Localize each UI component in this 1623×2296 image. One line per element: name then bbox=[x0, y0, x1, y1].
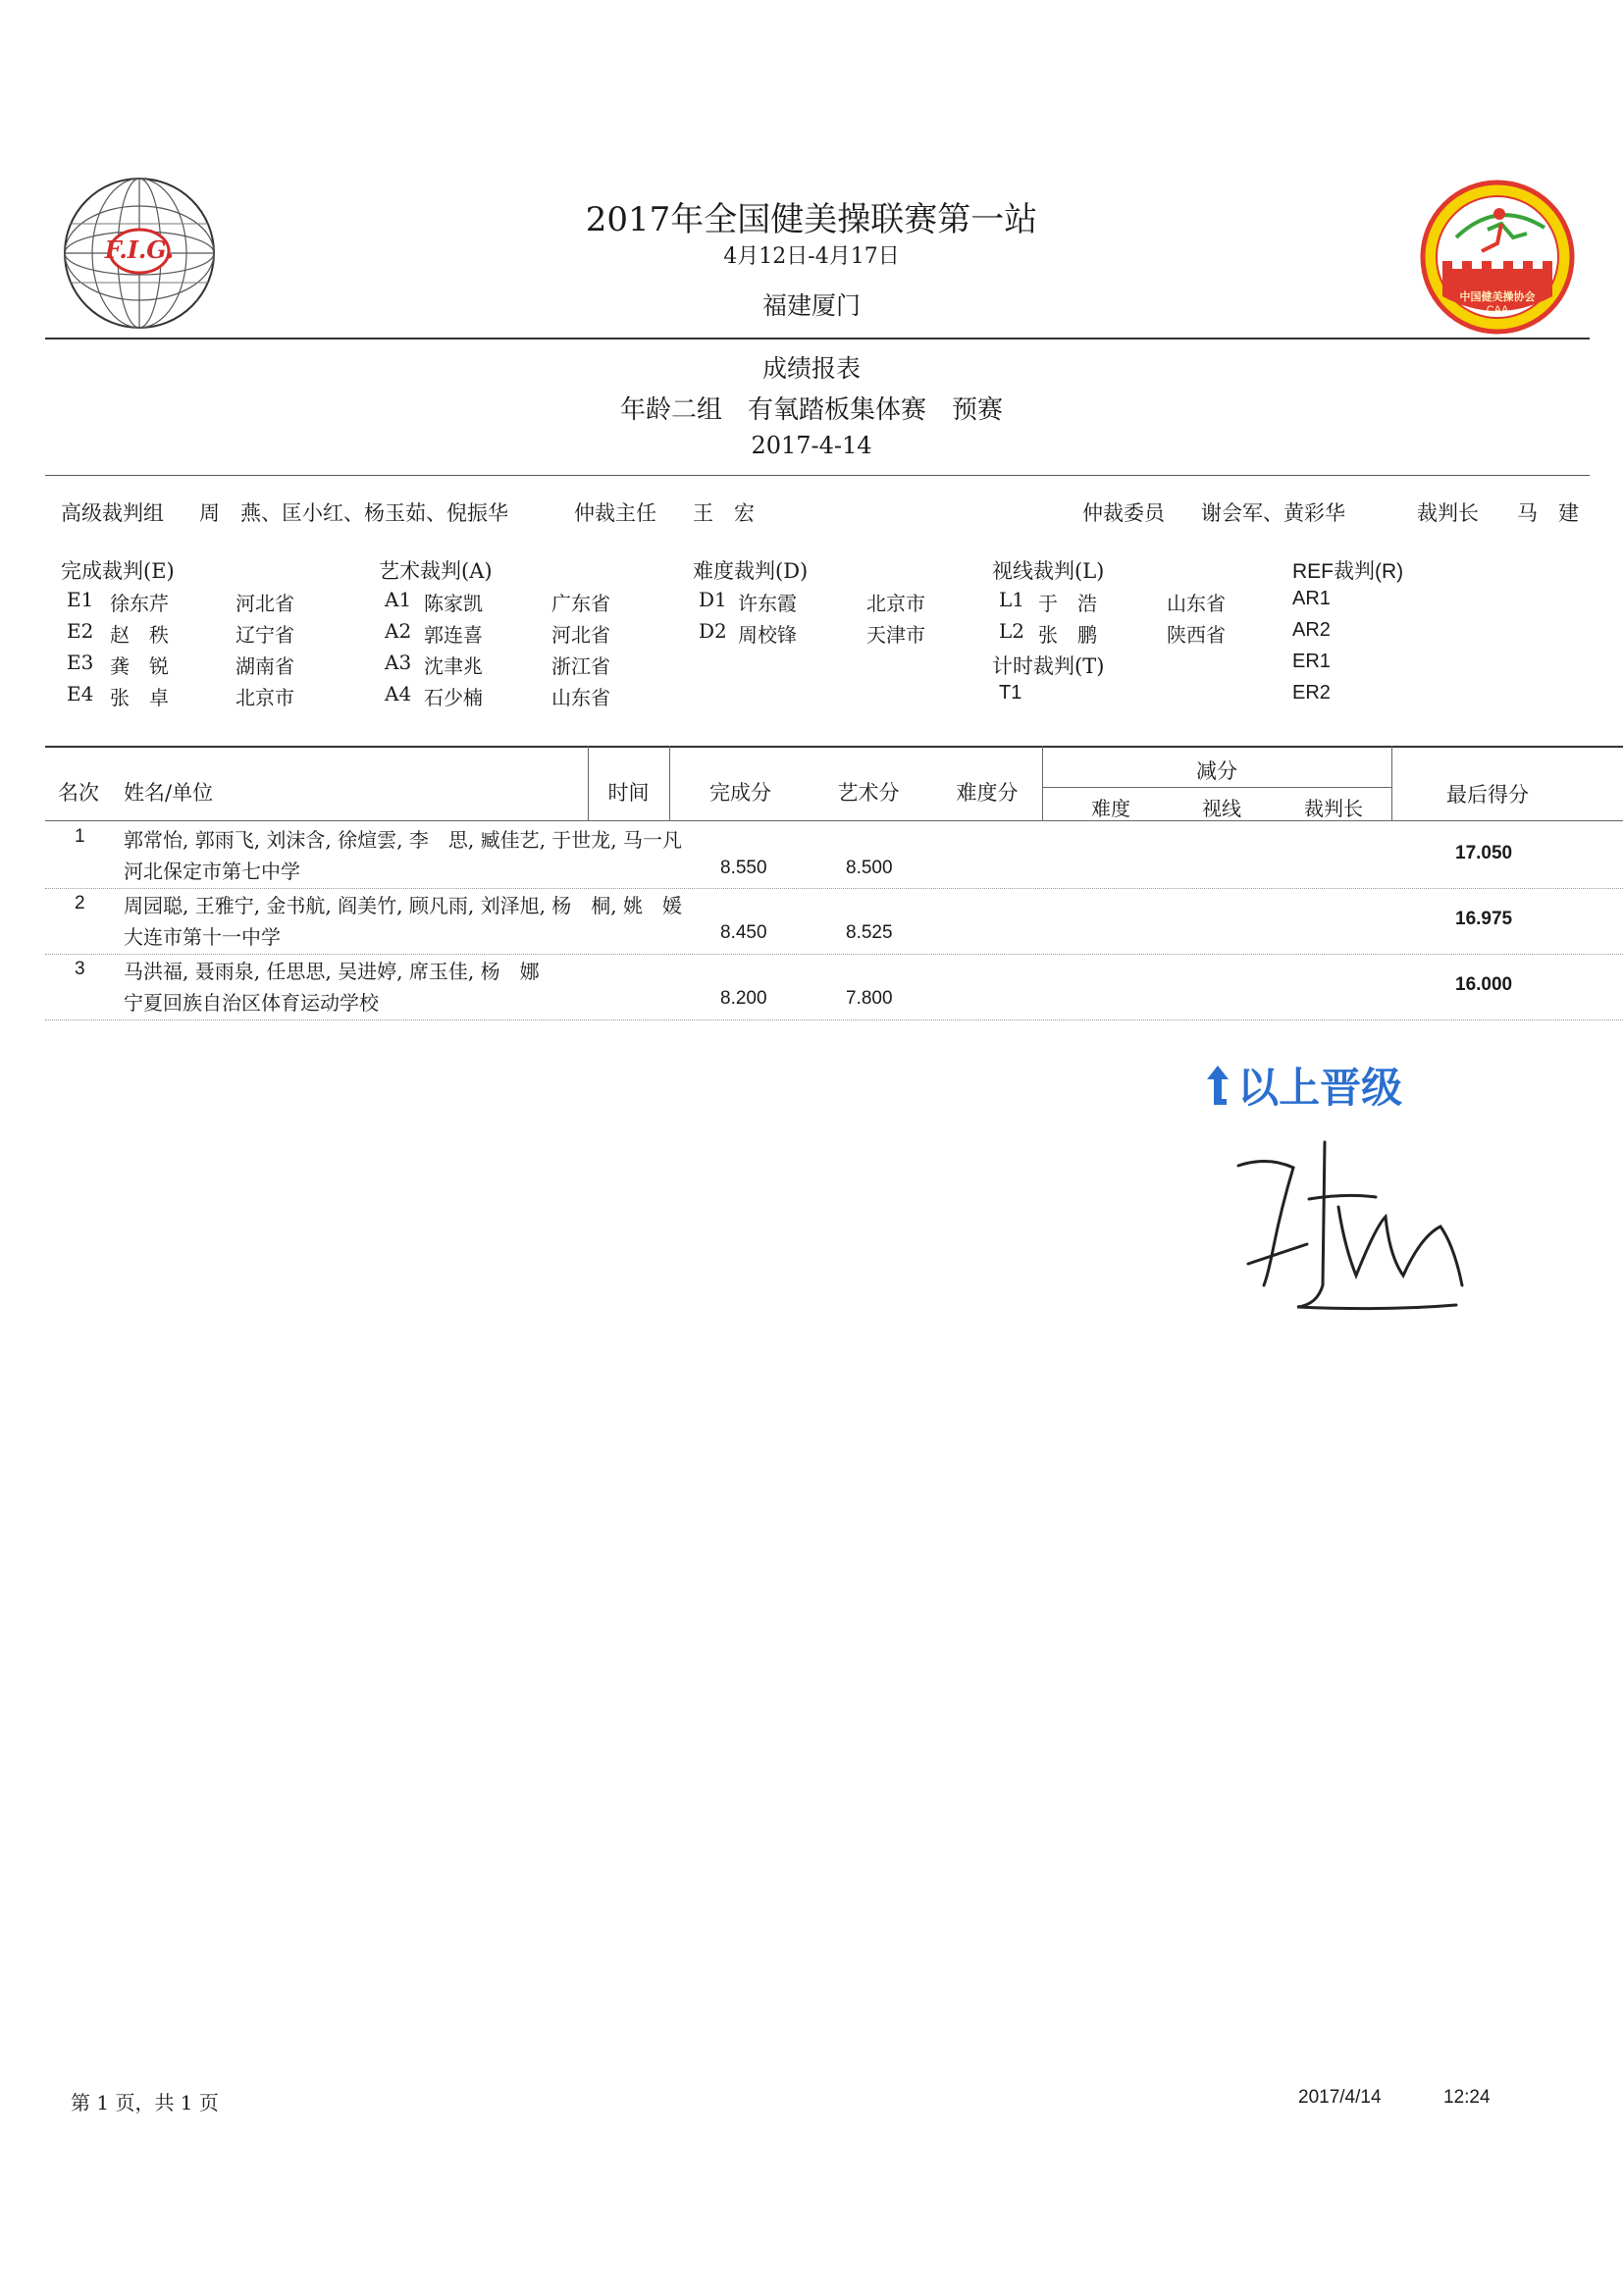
judge-region: 陕西省 bbox=[1167, 623, 1226, 647]
panel-timing-title: 计时裁判(T) bbox=[992, 654, 1105, 678]
judge-code: T1 bbox=[999, 682, 1022, 704]
judge-name: 赵 秩 bbox=[110, 623, 169, 647]
col-header-ded-line: 视线 bbox=[1202, 797, 1241, 820]
judge-region: 北京市 bbox=[866, 592, 925, 615]
judge-region: 广东省 bbox=[551, 592, 610, 615]
col-header-final: 最后得分 bbox=[1446, 783, 1529, 807]
table-top-border bbox=[45, 746, 1623, 748]
arbitration-chief-name: 王 宏 bbox=[693, 501, 755, 525]
row-names: 马洪福, 聂雨泉, 任思思, 吴进婷, 席玉佳, 杨 娜 bbox=[124, 960, 540, 983]
senior-panel-names: 周 燕、匡小红、杨玉茹、倪振华 bbox=[199, 501, 508, 525]
judge-code: D1 bbox=[699, 588, 727, 611]
arbitration-members-label: 仲裁委员 bbox=[1082, 501, 1165, 525]
panel-execution-title: 完成裁判(E) bbox=[61, 559, 175, 583]
print-date: 2017/4/14 bbox=[1298, 2087, 1382, 2108]
judge-name: 张 鹏 bbox=[1038, 623, 1097, 647]
panel-line-title: 视线裁判(L) bbox=[992, 559, 1105, 583]
judge-region: 辽宁省 bbox=[236, 623, 294, 647]
event-dates: 4月12日-4月17日 bbox=[723, 244, 900, 269]
col-header-time: 时间 bbox=[607, 781, 650, 805]
report-title: 成绩报表 bbox=[761, 354, 861, 383]
table-subheader-border bbox=[1042, 787, 1391, 788]
row-final: 16.975 bbox=[1455, 909, 1513, 929]
judge-code: L2 bbox=[999, 619, 1025, 643]
print-time: 12:24 bbox=[1443, 2087, 1491, 2108]
judge-region: 北京市 bbox=[236, 686, 294, 709]
judge-code: A4 bbox=[385, 682, 412, 705]
event-name: 年龄二组 有氧踏板集体赛 预赛 bbox=[619, 395, 1003, 425]
row-execution: 8.450 bbox=[720, 922, 767, 943]
advance-note-text: 以上晋级 bbox=[1237, 1064, 1403, 1112]
judge-region: 山东省 bbox=[551, 686, 610, 709]
judge-name: 于 浩 bbox=[1038, 592, 1097, 615]
senior-panel-label: 高级裁判组 bbox=[61, 501, 164, 525]
panel-artistic-title: 艺术裁判(A) bbox=[379, 559, 493, 583]
judge-name: 徐东芹 bbox=[110, 592, 169, 615]
judge-name: 石少楠 bbox=[424, 686, 483, 709]
judge-code: A1 bbox=[385, 588, 412, 611]
row-unit: 宁夏回族自治区体育运动学校 bbox=[124, 991, 379, 1015]
col-header-execution: 完成分 bbox=[709, 781, 771, 805]
judge-region: 浙江省 bbox=[551, 654, 610, 678]
up-arrow-icon bbox=[1203, 1062, 1232, 1109]
header-divider bbox=[45, 338, 1590, 339]
col-header-rank: 名次 bbox=[58, 781, 99, 805]
judge-code: AR1 bbox=[1292, 588, 1331, 609]
row-names: 郭常怡, 郭雨飞, 刘沫含, 徐煊雲, 李 思, 臧佳艺, 于世龙, 马一凡 bbox=[124, 828, 683, 852]
event-venue: 福建厦门 bbox=[761, 291, 861, 320]
panel-ref-title: REF裁判(R) bbox=[1292, 560, 1404, 583]
row-rank: 3 bbox=[75, 959, 85, 979]
head-judge-label: 裁判长 bbox=[1417, 501, 1479, 525]
row-rank: 1 bbox=[75, 826, 85, 847]
row-rank: 2 bbox=[75, 893, 85, 913]
row-separator bbox=[45, 1019, 1623, 1020]
fig-logo-text: F.I.G. bbox=[104, 235, 175, 264]
row-execution: 8.200 bbox=[720, 988, 767, 1009]
col-header-ded-head-judge: 裁判长 bbox=[1304, 797, 1363, 820]
judge-code: A2 bbox=[385, 619, 412, 643]
judge-name: 陈家凯 bbox=[424, 592, 483, 615]
judge-code: ER2 bbox=[1292, 682, 1331, 704]
row-unit: 河北保定市第七中学 bbox=[124, 860, 300, 883]
judge-code: E3 bbox=[67, 651, 94, 674]
judge-region: 河北省 bbox=[551, 623, 610, 647]
row-artistic: 8.500 bbox=[846, 858, 893, 878]
judge-code: E1 bbox=[67, 588, 94, 611]
judge-code: ER1 bbox=[1292, 651, 1331, 672]
head-judge-name: 马 建 bbox=[1517, 501, 1579, 525]
judge-code: AR2 bbox=[1292, 619, 1331, 641]
judge-code: E4 bbox=[67, 682, 94, 705]
panel-difficulty-title: 难度裁判(D) bbox=[693, 559, 809, 583]
arbitration-members-names: 谢会军、黄彩华 bbox=[1201, 501, 1345, 525]
row-separator bbox=[45, 954, 1623, 955]
judge-code: E2 bbox=[67, 619, 94, 643]
row-separator bbox=[45, 888, 1623, 889]
judge-code: D2 bbox=[699, 619, 727, 643]
judge-name: 郭连喜 bbox=[424, 623, 483, 647]
judge-region: 湖南省 bbox=[236, 654, 294, 678]
row-final: 16.000 bbox=[1455, 974, 1513, 995]
judge-code: A3 bbox=[385, 651, 412, 674]
judge-name: 许东霞 bbox=[738, 592, 797, 615]
col-header-difficulty: 难度分 bbox=[956, 781, 1019, 805]
judge-name: 沈聿兆 bbox=[424, 654, 483, 678]
col-header-ded-difficulty: 难度 bbox=[1091, 797, 1130, 820]
row-final: 17.050 bbox=[1455, 843, 1513, 863]
arbitration-chief-label: 仲裁主任 bbox=[574, 501, 656, 525]
row-artistic: 8.525 bbox=[846, 922, 893, 943]
row-artistic: 7.800 bbox=[846, 988, 893, 1009]
caa-logo-abbr: CAA bbox=[1486, 304, 1509, 316]
judge-region: 河北省 bbox=[236, 592, 294, 615]
section-divider bbox=[45, 475, 1590, 476]
row-execution: 8.550 bbox=[720, 858, 767, 878]
row-names: 周园聪, 王雅宁, 金书航, 阎美竹, 顾凡雨, 刘泽旭, 杨 桐, 姚 媛 bbox=[124, 894, 683, 917]
advance-note bbox=[1203, 1056, 1402, 1115]
col-header-name-unit: 姓名/单位 bbox=[124, 781, 214, 805]
judge-name: 龚 锐 bbox=[110, 654, 169, 678]
row-unit: 大连市第十一中学 bbox=[124, 925, 281, 949]
report-date: 2017-4-14 bbox=[751, 432, 872, 459]
judge-region: 山东省 bbox=[1167, 592, 1226, 615]
page-title: 2017年全国健美操联赛第一站 bbox=[585, 200, 1038, 239]
judge-name: 张 卓 bbox=[110, 686, 169, 709]
judge-name: 周校锋 bbox=[738, 623, 797, 647]
caa-logo-text: 中国健美操协会 bbox=[1459, 291, 1536, 303]
signature bbox=[1229, 1138, 1474, 1320]
judge-region: 天津市 bbox=[866, 623, 925, 647]
col-header-artistic: 艺术分 bbox=[837, 781, 900, 805]
page-info: 第 1 页，共 1 页 bbox=[71, 2091, 219, 2114]
col-header-deduction: 减分 bbox=[1196, 759, 1237, 783]
judge-code: L1 bbox=[999, 588, 1025, 611]
